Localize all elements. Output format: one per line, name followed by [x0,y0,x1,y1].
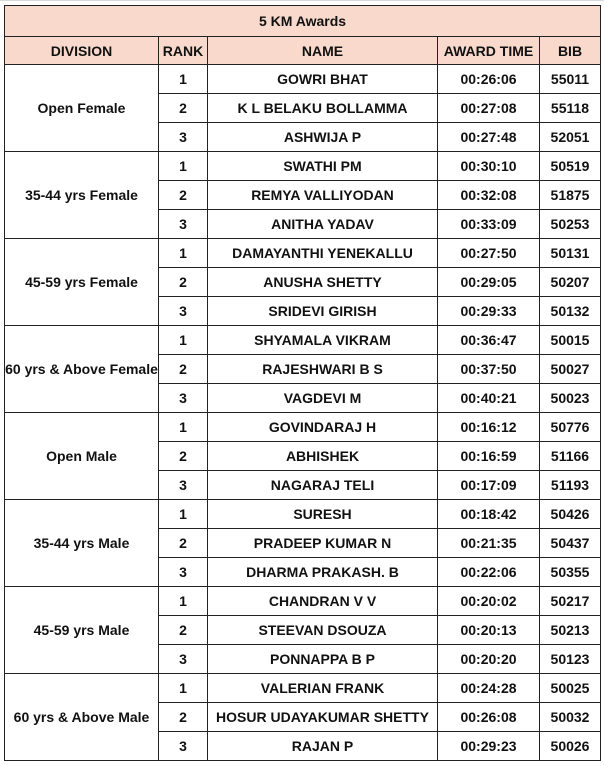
rank-cell[interactable]: 1 [159,500,208,529]
name-cell[interactable]: GOWRI BHAT [208,65,438,94]
bib-cell[interactable]: 50132 [540,297,601,326]
award-time-cell[interactable]: 00:29:05 [438,268,540,297]
table-row [5,500,601,529]
bib-cell[interactable]: 50025 [540,674,601,703]
award-time-cell[interactable]: 00:16:12 [438,413,540,442]
rank-cell[interactable]: 3 [159,471,208,500]
bib-cell[interactable]: 51875 [540,181,601,210]
header-name[interactable]: NAME [208,37,438,65]
awards-table [4,5,601,761]
name-cell[interactable]: DHARMA PRAKASH. B [208,558,438,587]
rank-cell[interactable]: 3 [159,384,208,413]
award-time-cell[interactable]: 00:17:09 [438,471,540,500]
bib-cell[interactable]: 50519 [540,152,601,181]
name-cell[interactable]: ANUSHA SHETTY [208,268,438,297]
division-cell[interactable]: 45-59 yrs Male [5,587,159,674]
name-cell[interactable]: VAGDEVI M [208,384,438,413]
bib-cell[interactable]: 50026 [540,732,601,761]
table-row [5,326,601,355]
award-time-cell[interactable]: 00:26:06 [438,65,540,94]
rank-cell[interactable]: 1 [159,587,208,616]
award-time-cell[interactable]: 00:27:08 [438,94,540,123]
bib-cell[interactable]: 50023 [540,384,601,413]
table-row [5,674,601,703]
award-time-cell[interactable]: 00:32:08 [438,181,540,210]
bib-cell[interactable]: 50253 [540,210,601,239]
bib-cell[interactable]: 50213 [540,616,601,645]
table-row [5,413,601,442]
bib-cell[interactable]: 50015 [540,326,601,355]
bib-cell[interactable]: 50217 [540,587,601,616]
rank-cell[interactable]: 3 [159,297,208,326]
awards-table-body [5,6,601,761]
bib-cell[interactable]: 50131 [540,239,601,268]
name-cell[interactable]: REMYA VALLIYODAN [208,181,438,210]
award-time-cell[interactable]: 00:22:06 [438,558,540,587]
award-time-cell[interactable]: 00:27:50 [438,239,540,268]
award-time-cell[interactable]: 00:37:50 [438,355,540,384]
award-time-cell[interactable]: 00:16:59 [438,442,540,471]
name-cell[interactable]: NAGARAJ TELI [208,471,438,500]
name-cell[interactable]: GOVINDARAJ H [208,413,438,442]
rank-cell[interactable]: 1 [159,413,208,442]
rank-cell[interactable]: 2 [159,268,208,297]
division-cell[interactable]: Open Female [5,65,159,152]
bib-cell[interactable]: 51166 [540,442,601,471]
header-row [5,37,601,65]
name-cell[interactable]: SRIDEVI GIRISH [208,297,438,326]
name-cell[interactable]: ANITHA YADAV [208,210,438,239]
name-cell[interactable]: CHANDRAN V V [208,587,438,616]
name-cell[interactable]: HOSUR UDAYAKUMAR SHETTY [208,703,438,732]
bib-cell[interactable]: 50437 [540,529,601,558]
table-row [5,587,601,616]
rank-cell[interactable]: 3 [159,645,208,674]
rank-cell[interactable]: 2 [159,181,208,210]
rank-cell[interactable]: 2 [159,703,208,732]
rank-cell[interactable]: 1 [159,65,208,94]
award-time-cell[interactable]: 00:26:08 [438,703,540,732]
name-cell[interactable]: PRADEEP KUMAR N [208,529,438,558]
header-rank[interactable]: RANK [159,37,208,65]
award-time-cell[interactable]: 00:40:21 [438,384,540,413]
award-time-cell[interactable]: 00:24:28 [438,674,540,703]
title-row [5,6,601,37]
name-cell[interactable]: K L BELAKU BOLLAMMA [208,94,438,123]
bib-cell[interactable]: 55011 [540,65,601,94]
name-cell[interactable]: ABHISHEK [208,442,438,471]
name-cell[interactable]: SURESH [208,500,438,529]
rank-cell[interactable]: 3 [159,732,208,761]
header-award-time[interactable]: AWARD TIME [438,37,540,65]
sheet-gridline [0,0,604,1]
rank-cell[interactable]: 2 [159,616,208,645]
bib-cell[interactable]: 50355 [540,558,601,587]
award-time-cell[interactable]: 00:33:09 [438,210,540,239]
name-cell[interactable]: SHYAMALA VIKRAM [208,326,438,355]
award-time-cell[interactable]: 00:21:35 [438,529,540,558]
award-time-cell[interactable]: 00:29:33 [438,297,540,326]
name-cell[interactable]: ASHWIJA P [208,123,438,152]
rank-cell[interactable]: 1 [159,326,208,355]
bib-cell[interactable]: 50032 [540,703,601,732]
division-cell[interactable]: 45-59 yrs Female [5,239,159,326]
bib-cell[interactable]: 50027 [540,355,601,384]
division-cell[interactable]: 35-44 yrs Male [5,500,159,587]
award-time-cell[interactable]: 00:20:13 [438,616,540,645]
rank-cell[interactable]: 3 [159,558,208,587]
award-time-cell[interactable]: 00:30:10 [438,152,540,181]
rank-cell[interactable]: 1 [159,239,208,268]
award-time-cell[interactable]: 00:36:47 [438,326,540,355]
name-cell[interactable]: STEEVAN DSOUZA [208,616,438,645]
division-cell[interactable]: Open Male [5,413,159,500]
award-time-cell[interactable]: 00:29:23 [438,732,540,761]
rank-cell[interactable]: 3 [159,210,208,239]
division-cell[interactable]: 60 yrs & Above Male [5,674,159,761]
name-cell[interactable]: DAMAYANTHI YENEKALLU [208,239,438,268]
table-row [5,239,601,268]
bib-cell[interactable]: 50123 [540,645,601,674]
rank-cell[interactable]: 2 [159,94,208,123]
rank-cell[interactable]: 1 [159,674,208,703]
name-cell[interactable]: VALERIAN FRANK [208,674,438,703]
division-cell[interactable]: 35-44 yrs Female [5,152,159,239]
rank-cell[interactable]: 2 [159,529,208,558]
header-division[interactable]: DIVISION [5,37,159,65]
name-cell[interactable]: PONNAPPA B P [208,645,438,674]
bib-cell[interactable]: 50426 [540,500,601,529]
award-time-cell[interactable]: 00:27:48 [438,123,540,152]
rank-cell[interactable]: 2 [159,355,208,384]
table-title[interactable]: 5 KM Awards [5,6,601,37]
name-cell[interactable]: RAJAN P [208,732,438,761]
rank-cell[interactable]: 1 [159,152,208,181]
award-time-cell[interactable]: 00:18:42 [438,500,540,529]
table-row [5,65,601,94]
award-time-cell[interactable]: 00:20:02 [438,587,540,616]
bib-cell[interactable]: 50207 [540,268,601,297]
award-time-cell[interactable]: 00:20:20 [438,645,540,674]
header-bib[interactable]: BIB [540,37,601,65]
bib-cell[interactable]: 52051 [540,123,601,152]
bib-cell[interactable]: 51193 [540,471,601,500]
rank-cell[interactable]: 2 [159,442,208,471]
division-cell[interactable]: 60 yrs & Above Female [5,326,159,413]
bib-cell[interactable]: 50776 [540,413,601,442]
rank-cell[interactable]: 3 [159,123,208,152]
name-cell[interactable]: RAJESHWARI B S [208,355,438,384]
bib-cell[interactable]: 55118 [540,94,601,123]
name-cell[interactable]: SWATHI PM [208,152,438,181]
table-row [5,152,601,181]
